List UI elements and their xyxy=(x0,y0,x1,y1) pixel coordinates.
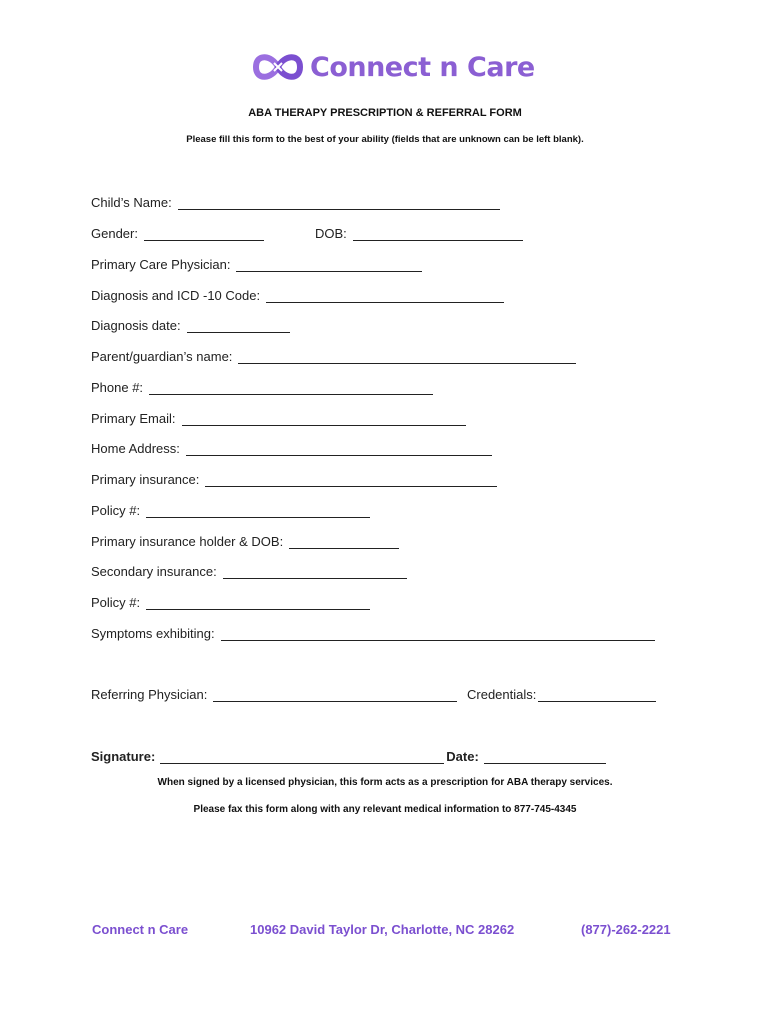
referring-label: Referring Physician: xyxy=(91,687,208,702)
address-label: Home Address: xyxy=(91,441,180,456)
gender-row xyxy=(91,221,264,241)
holder-row xyxy=(91,529,399,549)
signature-input[interactable] xyxy=(160,749,444,764)
phone-label: Phone #: xyxy=(91,380,144,395)
primary-insurance-input[interactable] xyxy=(205,472,497,487)
primary-insurance-label: Primary insurance: xyxy=(91,472,200,487)
parent-input[interactable] xyxy=(238,349,576,364)
date-input[interactable] xyxy=(484,749,606,764)
pcp-label: Primary Care Physician: xyxy=(91,257,231,272)
holder-input[interactable] xyxy=(289,534,399,549)
diagnosis-date-row xyxy=(91,313,290,333)
pcp-input[interactable] xyxy=(236,257,422,272)
email-row xyxy=(91,406,466,426)
policy-1-label: Policy #: xyxy=(91,503,141,518)
date-label: Date: xyxy=(446,749,479,764)
referring-row xyxy=(91,682,457,702)
diagnosis-row xyxy=(91,283,504,303)
childs-name-label: Child’s Name: xyxy=(91,195,172,210)
logo-text: Connect n Care xyxy=(310,51,535,83)
policy-1-row xyxy=(91,498,370,518)
childs-name-input[interactable] xyxy=(178,195,500,210)
form-title: ABA THERAPY PRESCRIPTION & REFERRAL FORM xyxy=(248,107,522,119)
credentials-row xyxy=(467,682,656,702)
address-input[interactable] xyxy=(186,441,492,456)
referring-input[interactable] xyxy=(213,687,457,702)
email-input[interactable] xyxy=(182,411,466,426)
secondary-insurance-row xyxy=(91,559,407,579)
form-instructions: Please fill this form to the best of your ability (fields that are unknown can be left blank). xyxy=(186,134,584,145)
policy-2-label: Policy #: xyxy=(91,595,141,610)
gender-input[interactable] xyxy=(144,226,264,241)
phone-row xyxy=(91,375,433,395)
policy-1-input[interactable] xyxy=(146,503,370,518)
policy-2-input[interactable] xyxy=(146,595,370,610)
dob-row xyxy=(315,221,523,241)
footer-company: Connect n Care xyxy=(92,922,189,937)
holder-label: Primary insurance holder & DOB: xyxy=(91,534,284,549)
secondary-insurance-input[interactable] xyxy=(223,564,407,579)
address-row xyxy=(91,436,492,456)
phone-input[interactable] xyxy=(149,380,433,395)
diagnosis-label: Diagnosis and ICD -10 Code: xyxy=(91,288,261,303)
signature-label: Signature: xyxy=(91,749,156,764)
credentials-input[interactable] xyxy=(538,687,656,702)
credentials-label: Credentials: xyxy=(467,687,537,702)
prescription-note: When signed by a licensed physician, this form acts as a prescription for ABA therapy services. xyxy=(157,777,613,788)
diagnosis-date-input[interactable] xyxy=(187,318,290,333)
signature-row xyxy=(91,744,606,764)
dob-label: DOB: xyxy=(315,226,347,241)
gender-label: Gender: xyxy=(91,226,138,241)
symptoms-label: Symptoms exhibiting: xyxy=(91,626,215,641)
logo xyxy=(252,42,535,92)
primary-insurance-row xyxy=(91,467,497,487)
symptoms-input[interactable] xyxy=(221,626,655,641)
infinity-heart-icon xyxy=(252,45,304,89)
footer-phone: (877)-262-2221 xyxy=(581,922,671,937)
footer-address: 10962 David Taylor Dr, Charlotte, NC 28262 xyxy=(250,922,515,937)
childs-name-row xyxy=(91,190,500,210)
dob-input[interactable] xyxy=(353,226,523,241)
policy-2-row xyxy=(91,590,370,610)
fax-note: Please fax this form along with any relevant medical information to 877-745-4345 xyxy=(193,804,577,815)
secondary-insurance-label: Secondary insurance: xyxy=(91,564,217,579)
symptoms-row xyxy=(91,621,655,641)
diagnosis-date-label: Diagnosis date: xyxy=(91,318,181,333)
parent-label: Parent/guardian’s name: xyxy=(91,349,233,364)
email-label: Primary Email: xyxy=(91,411,176,426)
diagnosis-input[interactable] xyxy=(266,288,504,303)
parent-row xyxy=(91,344,576,364)
pcp-row xyxy=(91,252,422,272)
